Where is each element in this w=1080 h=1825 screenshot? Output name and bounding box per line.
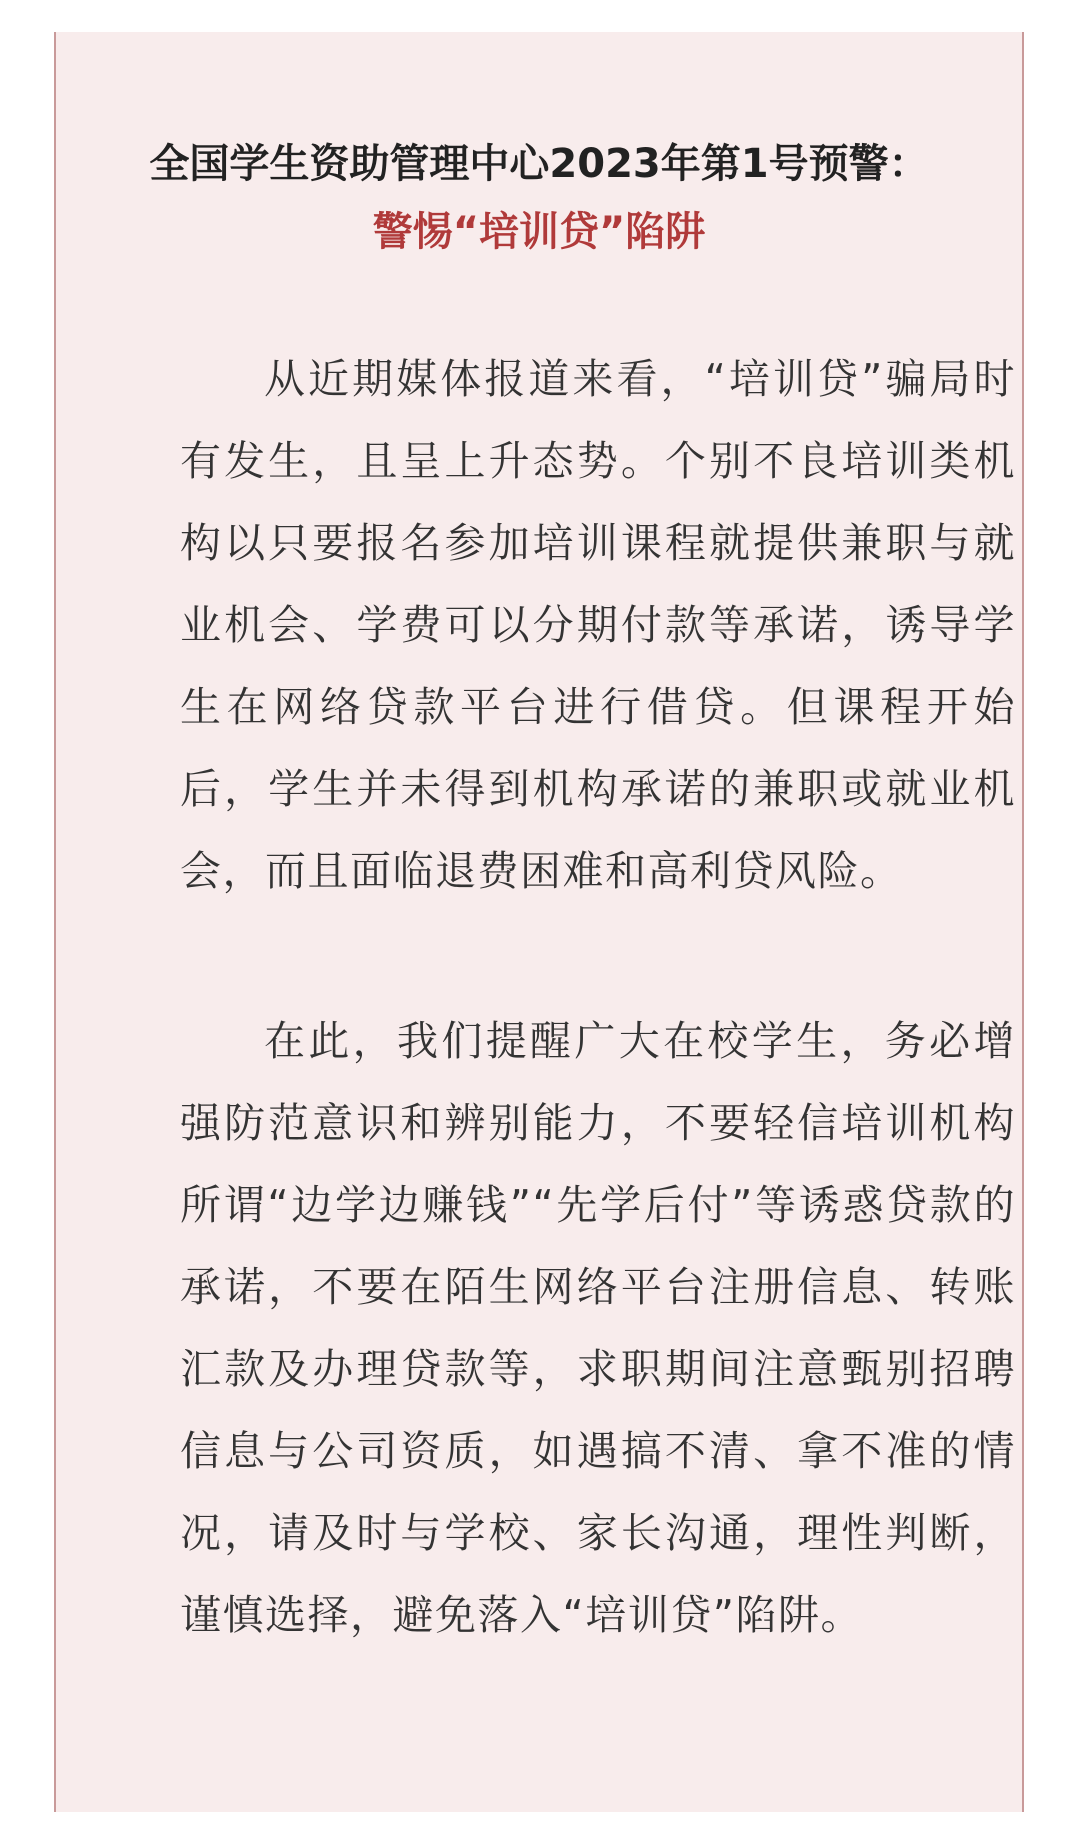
notice-subtitle: 警惕“培训贷”陷阱 [372, 209, 706, 255]
notice-panel [54, 32, 1024, 1812]
paragraph-2: 在此，我们提醒广大在校学生，务必增强防范意识和辨别能力，不要轻信培训机构所谓“边学边赚钱”“先学后付”等诱惑贷款的承诺，不要在陌生网络平台注册信息、转账汇款及办理贷款等，求职期间注意甄别招聘信息与公司资质，如遇搞不清、拿不准的情况，请及时与学校、家长沟通，理性判断，谨慎选择，避免落入“培训贷”陷阱。 [180, 1017, 1016, 1639]
notice-title: 全国学生资助管理中心2023年第1号预警： [149, 141, 929, 187]
paragraph-1: 从近期媒体报道来看，“培训贷”骗局时有发生，且呈上升态势。个别不良培训类机构以只要报名参加培训课程就提供兼职与就业机会、学费可以分期付款等承诺，诱导学生在网络贷款平台进行借贷。但课程开始后，学生并未得到机构承诺的兼职或就业机会，而且面临退费困难和高利贷风险。 [180, 355, 1016, 895]
